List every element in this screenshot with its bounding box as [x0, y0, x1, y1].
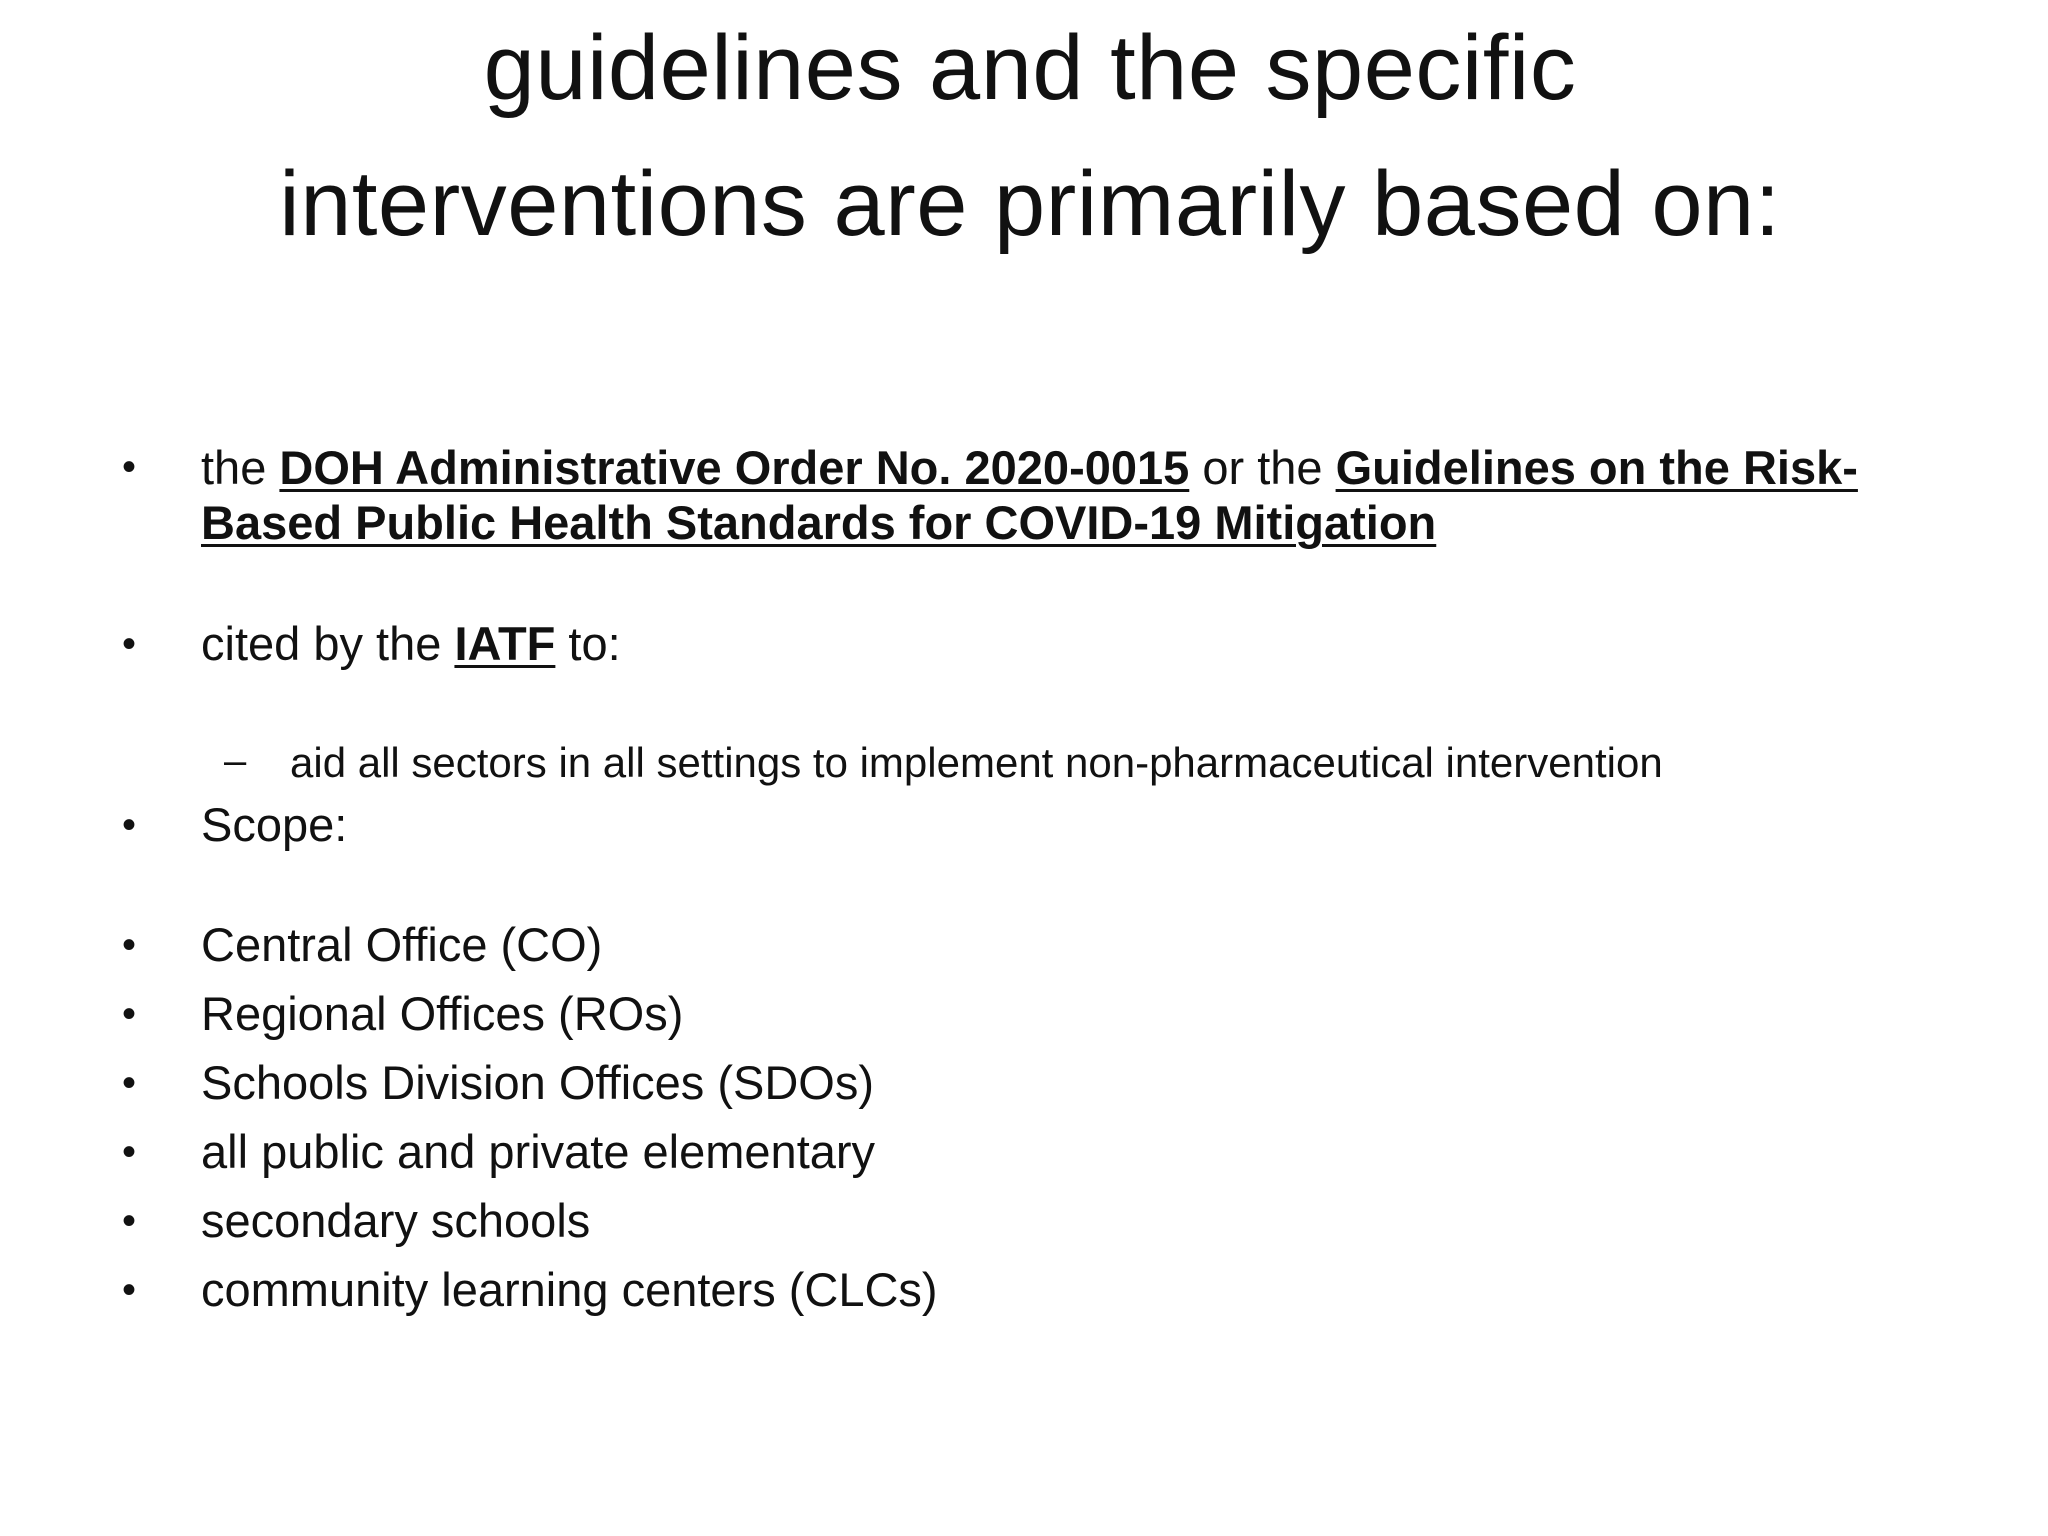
guidelines-link[interactable]: Guidelines on the Risk-Based Public Health Standards for COVID-19 Mitigation: [201, 441, 1858, 549]
bullet-icon: •: [122, 1199, 137, 1243]
bullet-icon: •: [122, 923, 137, 967]
scope-item-text: all public and private elementary: [201, 1125, 876, 1178]
title-line-2: interventions are primarily based on:: [279, 153, 1781, 255]
bullet-prefix: the: [201, 441, 280, 494]
scope-item-text: Schools Division Offices (SDOs): [201, 1056, 874, 1109]
iatf-suffix: to:: [555, 617, 621, 670]
bullet-icon: •: [122, 803, 137, 847]
bullet-icon: •: [122, 445, 137, 489]
bullet-icon: •: [122, 1061, 137, 1105]
sub-item-text: aid all sectors in all settings to implement non-pharmaceutical intervention: [290, 739, 1663, 786]
slide-title: [120, 0, 1940, 272]
title-line-1: guidelines and the specific: [483, 17, 1577, 119]
scope-label: Scope:: [201, 798, 348, 851]
bullet-icon: •: [122, 622, 137, 666]
iatf-prefix: cited by the: [201, 617, 455, 670]
bullet-icon: •: [122, 1268, 137, 1312]
scope-item-text: Central Office (CO): [201, 918, 603, 971]
bullet-icon: •: [122, 1130, 137, 1174]
scope-item-text: community learning centers (CLCs): [201, 1263, 938, 1316]
scope-item-text: secondary schools: [201, 1194, 591, 1247]
bullet-middle: or the: [1189, 441, 1336, 494]
bullet-text-doh-order: [201, 440, 1921, 550]
scope-item-text: Regional Offices (ROs): [201, 987, 684, 1040]
bullet-icon: •: [122, 992, 137, 1036]
iatf-link[interactable]: IATF: [454, 617, 556, 670]
bullet-text-iatf: [201, 617, 1901, 671]
doh-order-link[interactable]: DOH Administrative Order No. 2020-0015: [279, 441, 1190, 494]
dash-icon: –: [224, 739, 247, 783]
